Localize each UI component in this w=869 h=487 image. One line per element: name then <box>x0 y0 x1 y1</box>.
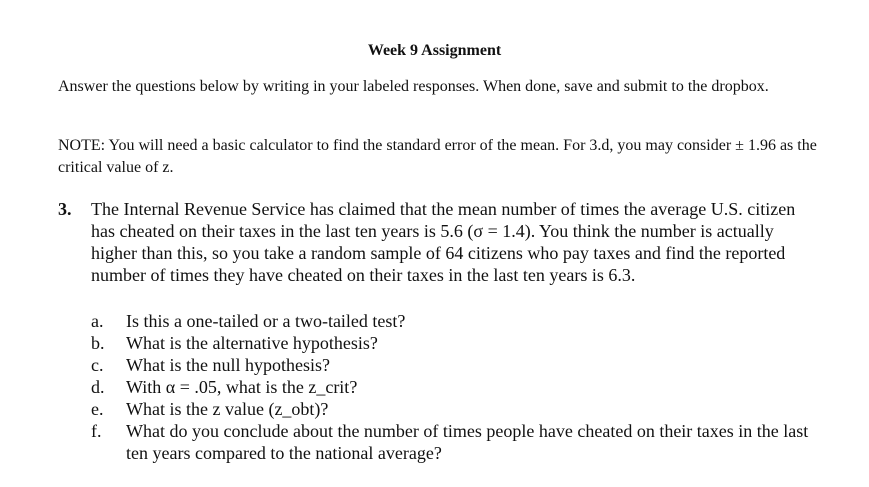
part-letter: d. <box>91 377 105 397</box>
part-text: With α = .05, what is the z_crit? <box>126 377 358 397</box>
part-letter: b. <box>91 333 105 353</box>
question-part-f <box>91 420 821 464</box>
instructions-paragraph: Answer the questions below by writing in your labeled responses. When done, save and submit to the dropbox. <box>58 78 769 95</box>
question-part-e <box>91 398 821 420</box>
part-text: What is the alternative hypothesis? <box>126 333 378 353</box>
part-letter: e. <box>91 399 104 419</box>
question-text: The Internal Revenue Service has claimed that the mean number of times the average U.S. citizen has cheated on their taxes in the last ten years is 5.6 (σ = 1.4). You think the number is actually higher than this, so you take a random sample of 64 citizens who pay taxes and find the reported number of times they have cheated on their taxes in the last ten years is 6.3. <box>91 199 796 285</box>
question-part-c <box>91 354 821 376</box>
part-text: What is the null hypothesis? <box>126 355 330 375</box>
question-number: 3. <box>58 199 72 219</box>
document-title: Week 9 Assignment <box>367 42 502 59</box>
question-part-a <box>91 310 821 332</box>
part-text: What do you conclude about the number of times people have cheated on their taxes in the last ten years compared to the national average? <box>126 421 809 463</box>
part-letter: f. <box>91 421 102 441</box>
part-letter: a. <box>91 311 104 331</box>
part-letter: c. <box>91 355 104 375</box>
note-paragraph: NOTE: You will need a basic calculator to find the standard error of the mean. For 3.d, you may consider ± 1.96 as the critical value of z. <box>58 137 817 176</box>
question-parts <box>91 310 821 464</box>
question-part-d <box>91 376 821 398</box>
question-part-b <box>91 332 821 354</box>
part-text: Is this a one-tailed or a two-tailed test? <box>126 311 406 331</box>
part-text: What is the z value (z_obt)? <box>126 399 329 419</box>
